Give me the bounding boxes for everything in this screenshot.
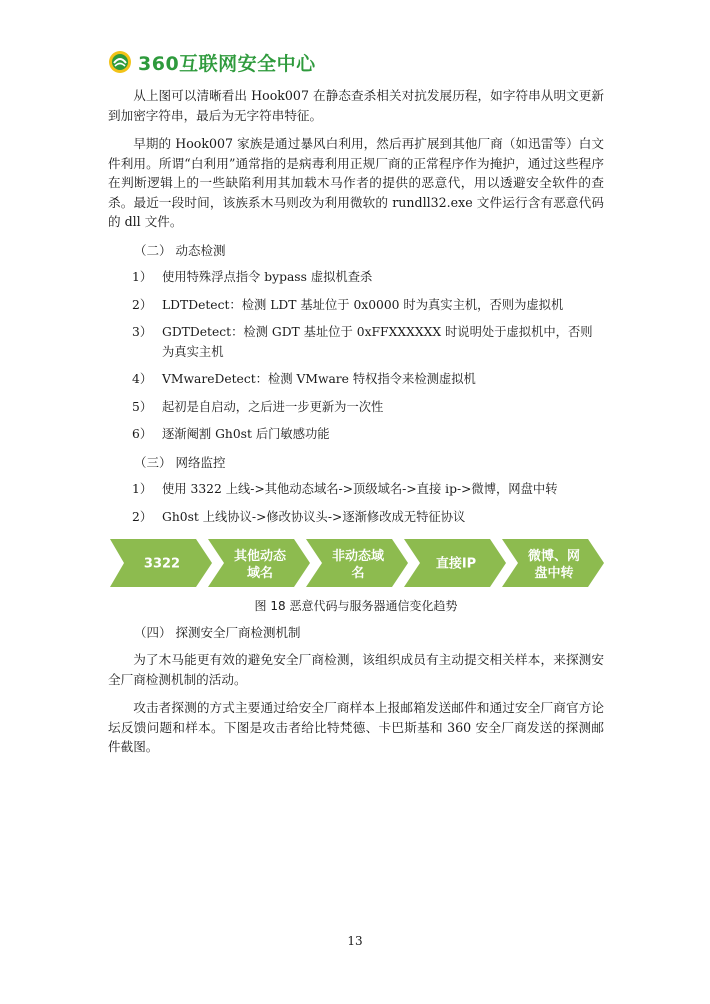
flow-step: [404, 539, 506, 587]
flow-step-label: 盘中转: [534, 566, 574, 581]
list-text: Gh0st 上线协议->修改协议头->逐渐修改成无特征协议: [162, 509, 466, 524]
flow-diagram: [110, 539, 604, 587]
flow-step-label: 直接IP: [435, 556, 477, 572]
flow-step-label: 3322: [143, 556, 181, 572]
list-text: LDTDetect：检测 LDT 基址位于 0x0000 时为真实主机，否则为虚拟机: [162, 297, 564, 312]
list-item: [132, 480, 604, 500]
list-number: 6）: [132, 427, 153, 441]
paragraph: 为了木马能更有效的避免安全厂商检测，该组织成员有主动提交相关样本，来探测安全厂商检测机制的活动。: [108, 652, 604, 687]
flow-step-label: 非动态域: [331, 549, 385, 564]
list-number: 3）: [132, 325, 153, 339]
document-body: [108, 86, 604, 766]
list-text: 逐渐阉割 Gh0st 后门敏感功能: [162, 427, 330, 441]
figure-caption: 图 18 恶意代码与服务器通信变化趋势: [254, 599, 458, 613]
section-heading: （四） 探测安全厂商检测机制: [134, 624, 301, 640]
logo-text: 360互联网安全中心: [138, 52, 316, 75]
list-item: [132, 268, 604, 288]
list-number: 1）: [132, 482, 153, 496]
list-item: [132, 508, 604, 528]
360-laurel-logo-icon: [108, 50, 132, 74]
flow-step-label: 域名: [246, 566, 274, 581]
list-text: 使用特殊浮点指令 bypass 虚拟机查杀: [162, 270, 373, 284]
section-heading: （二） 动态检测: [134, 242, 226, 258]
header-logo: [108, 48, 316, 76]
flow-step-label: 其他动态: [233, 549, 287, 564]
paragraph: 从上图可以清晰看出 Hook007 在静态查杀相关对抗发展历程，如字符串从明文更新到加密字符串，最后为无字符串特征。: [108, 88, 604, 123]
list-number: 2）: [132, 509, 153, 524]
flow-step: [502, 539, 604, 587]
flow-step: [306, 539, 408, 587]
list-item: [132, 398, 604, 418]
list-item: [132, 425, 604, 445]
list-number: 2）: [132, 297, 153, 312]
list-number: 1）: [132, 270, 153, 284]
flow-step: [208, 539, 310, 587]
list-item: [132, 296, 604, 316]
list-text: 起初是自启动，之后进一步更新为一次性: [162, 399, 384, 414]
list-number: 5）: [132, 399, 153, 414]
flow-step: [110, 539, 212, 587]
list-number: 4）: [132, 372, 153, 386]
section-heading: （三） 网络监控: [134, 454, 226, 470]
list-item: [132, 370, 604, 390]
list-text: GDTDetect：检测 GDT 基址位于 0xFFXXXXXX 时说明处于虚拟机中，否则为真实主机: [162, 325, 593, 359]
page-number: 13: [347, 934, 363, 948]
paragraph: 早期的 Hook007 家族是通过暴风白利用，然后再扩展到其他厂商（如迅雷等）白文件利用。所谓“白利用”通常指的是病毒利用正规厂商的正常程序作为掩护，通过这些程序在判断逻辑上的一些缺陷利用其加载木马作者的提供的恶意代，用以透避安全软件的查杀。最近一段时间，该族系木马则改为利用微软的 rundll32.exe 文件运行含有恶意代码的 dll 文件。: [108, 136, 604, 229]
flow-step-label: 名: [351, 566, 365, 581]
list-item: [132, 323, 604, 362]
list-text: 使用 3322 上线->其他动态域名->顶级域名->直接 ip->微博，网盘中转: [162, 482, 558, 496]
flow-step-label: 微博、网: [527, 549, 581, 564]
paragraph: 攻击者探测的方式主要通过给安全厂商样本上报邮箱发送邮件和通过安全厂商官方论坛反馈问题和样本。下图是攻击者给比特梵德、卡巴斯基和 360 安全厂商发送的探测邮件截图。: [108, 700, 604, 754]
list-text: VMwareDetect：检测 VMware 特权指令来检测虚拟机: [162, 372, 476, 386]
flow-diagram-svg: [110, 539, 604, 587]
